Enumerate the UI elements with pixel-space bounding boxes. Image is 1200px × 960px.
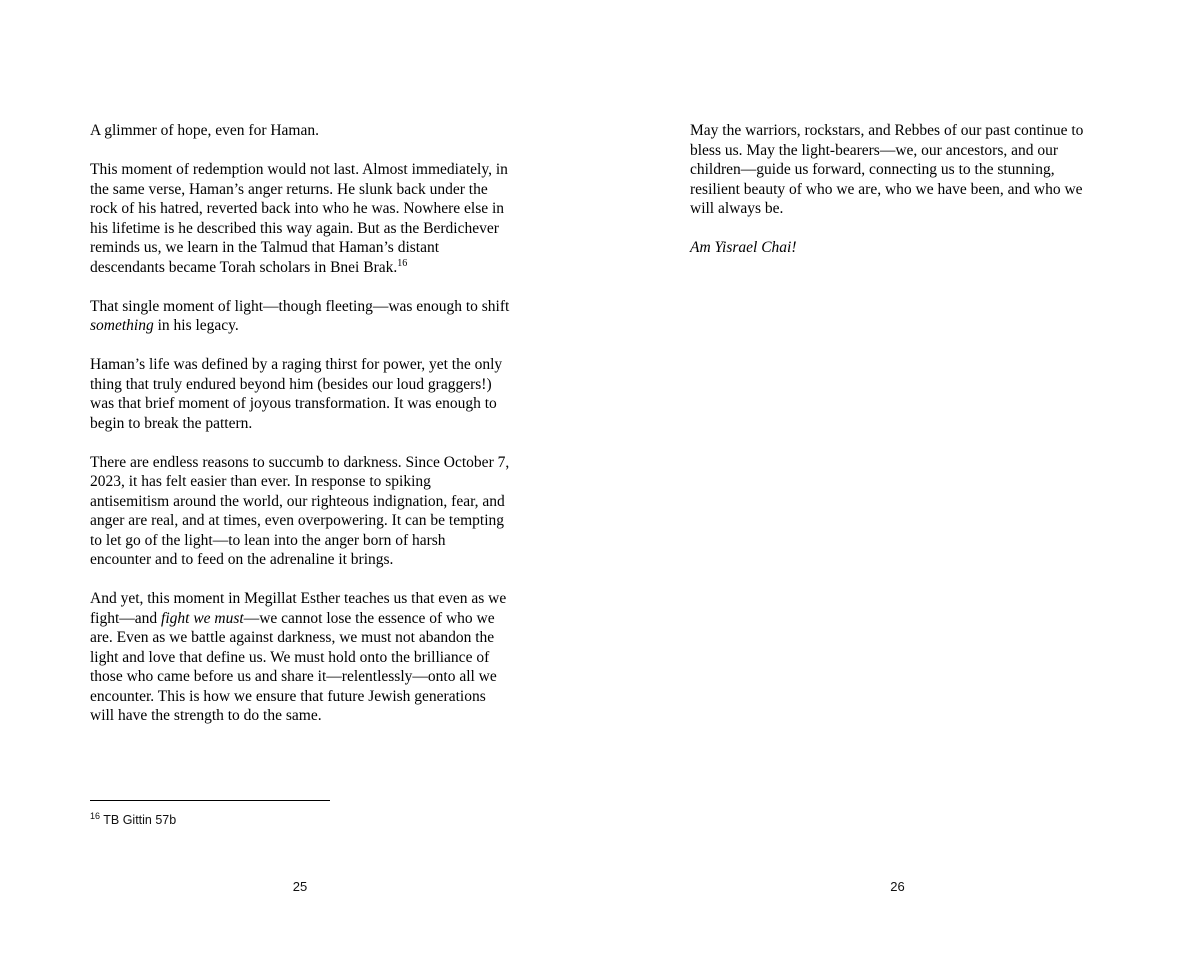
footnote-rule bbox=[90, 800, 330, 801]
footnote-text: TB Gittin 57b bbox=[100, 813, 177, 827]
text-segment: May the warriors, rockstars, and Rebbes of our past continue to bless us. May the light-bearers—we, our ancestors, and our children—guide us forward, connecting us to the stunning, resilient beauty of who we are, who we have been, and who we will always be. bbox=[690, 122, 1084, 217]
footnote-marker: 16 bbox=[90, 810, 101, 821]
italic-text: Am Yisrael Chai! bbox=[690, 239, 797, 256]
paragraph bbox=[690, 238, 1105, 258]
page-26 bbox=[690, 0, 1105, 960]
text-segment: This moment of redemption would not last. Almost immediately, in the same verse, Haman’s anger returns. He slunk back under the rock of his hatred, reverted back into who he was. Nowhere else in his lifetime is he described this way again. But as the Berdichever reminds us, we learn in the Talmud that Haman’s distant descendants became Torah scholars in Bnei Brak. bbox=[90, 161, 508, 276]
footnote bbox=[90, 810, 330, 828]
page-26-text-block bbox=[690, 121, 1105, 277]
italic-text: something bbox=[90, 317, 154, 334]
page-25-text-block bbox=[90, 121, 510, 745]
paragraph bbox=[90, 160, 510, 277]
text-segment: And yet, this moment in Megillat Esther teaches us that even as we fight—and bbox=[90, 590, 507, 627]
footnote-ref: 16 bbox=[397, 257, 408, 269]
paragraph bbox=[90, 453, 510, 570]
paragraph bbox=[690, 121, 1105, 219]
text-segment: A glimmer of hope, even for Haman. bbox=[90, 122, 319, 139]
page-number-left: 25 bbox=[292, 879, 308, 894]
italic-text: fight we must bbox=[161, 609, 244, 627]
paragraph bbox=[90, 355, 510, 433]
page-number-right: 26 bbox=[890, 879, 905, 894]
page-25 bbox=[90, 0, 510, 960]
paragraph bbox=[90, 121, 510, 141]
footnote-block bbox=[90, 800, 330, 828]
text-segment: That single moment of light—though fleeting—was enough to shift bbox=[90, 297, 510, 315]
text-segment: —we cannot lose the essence of who we are. Even as we battle against darkness, we must not abandon the light and love that define us. We must hold onto the brilliance of those who came before us and share it—relentlessly—onto all we encounter. This is how we ensure that future Jewish generations will have the strength to do the same. bbox=[90, 609, 497, 724]
text-segment: There are endless reasons to succumb to darkness. Since October 7, 2023, it has felt easier than ever. In response to spiking antisemitism around the world, our righteous indignation, fear, and anger are real, and at times, even overpowering. It can be tempting to let go of the light—to lean into the anger born of harsh encounter and to feed on the adrenaline it brings. bbox=[90, 453, 510, 568]
paragraph bbox=[90, 589, 510, 726]
paragraph bbox=[90, 297, 510, 336]
text-segment: Haman’s life was defined by a raging thirst for power, yet the only thing that truly endured beyond him (besides our loud graggers!) was that brief moment of joyous transformation. It was enough to begin to break the pattern. bbox=[90, 356, 503, 432]
text-segment: in his legacy. bbox=[153, 317, 239, 334]
